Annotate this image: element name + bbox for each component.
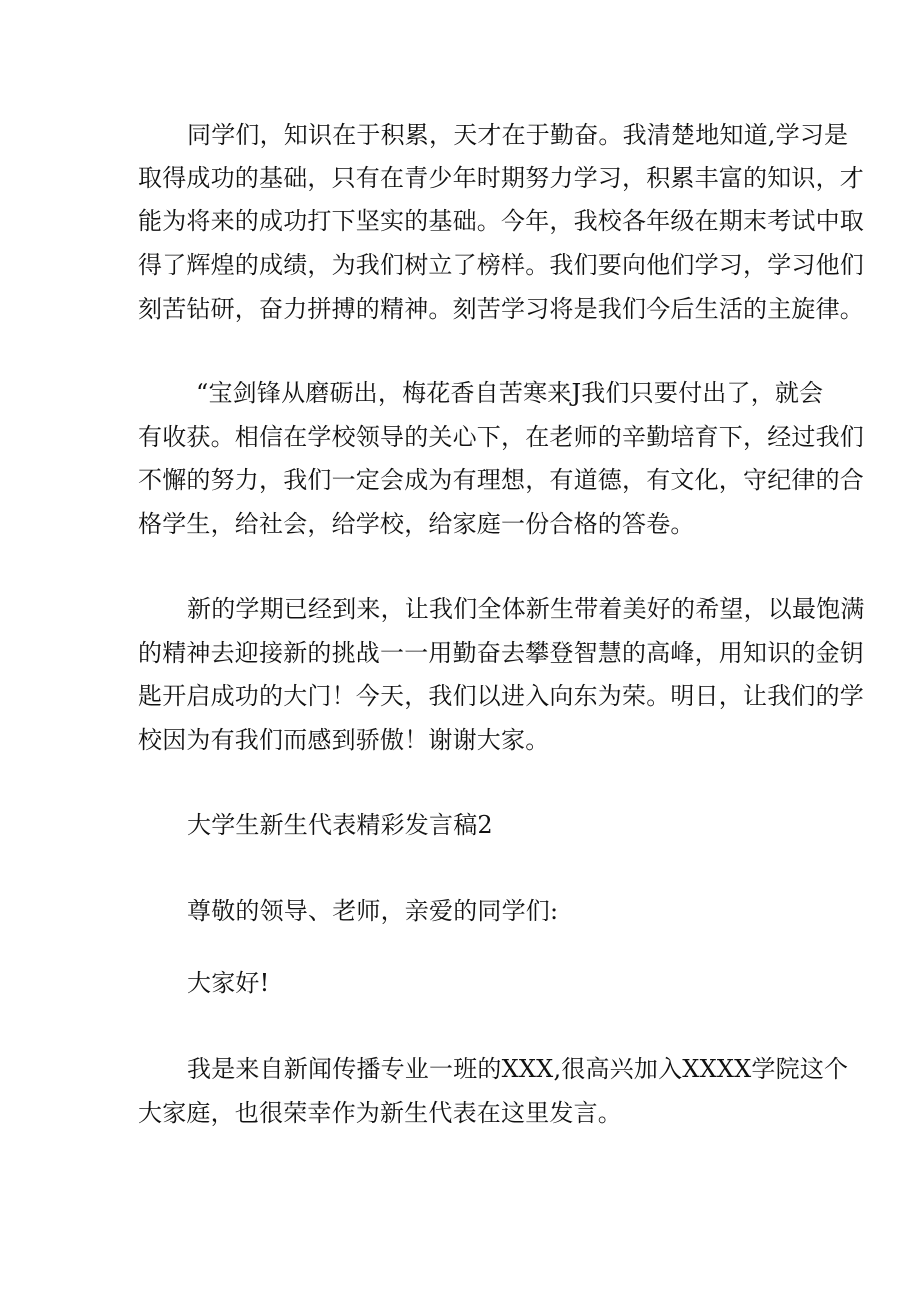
paragraph-1-line-5: 刻苦钻研，奋力拼搏的精神。刻苦学习将是我们今后生活的主旋律。 xyxy=(138,295,864,323)
paragraph-3-line-4: 校因为有我们而感到骄傲！谢谢大家。 xyxy=(138,726,550,754)
paragraph-3-line-3: 匙开启成功的大门！今天，我们以进入向东为荣。明日，让我们的学 xyxy=(138,682,864,710)
paragraph-1-line-3: 能为将来的成功打下坚实的基础。今年，我校各年级在期末考试中取 xyxy=(138,207,864,235)
paragraph-3-line-2: 的精神去迎接新的挑战一一用勤奋去攀登智慧的高峰，用知识的金钥 xyxy=(138,639,864,667)
paragraph-2-line-3: 不懈的努力，我们一定会成为有理想，有道德，有文化，守纪律的合 xyxy=(138,466,864,494)
paragraph-1-line-1: 同学们，知识在于积累，天才在于勤奋。我清楚地知道,学习是 xyxy=(187,121,849,149)
greeting: 大家好! xyxy=(187,969,270,997)
paragraph-4-line-1: 我是来自新闻传播专业一班的XXX,很高兴加入XXXX学院这个 xyxy=(187,1055,849,1083)
paragraph-2-line-1: “宝剑锋从磨砺出，梅花香自苦寒来J我们只要付出了，就会 xyxy=(196,379,824,407)
paragraph-3-line-1: 新的学期已经到来，让我们全体新生带着美好的希望，以最饱满 xyxy=(187,595,865,623)
section-title: 大学生新生代表精彩发言稿2 xyxy=(187,811,493,839)
salutation: 尊敬的领导、老师，亲爱的同学们: xyxy=(187,897,559,925)
paragraph-4-line-2: 大家庭，也很荣幸作为新生代表在这里发言。 xyxy=(138,1099,622,1127)
paragraph-2-line-2: 有收获。相信在学校领导的关心下，在老师的辛勤培育下，经过我们 xyxy=(138,423,864,451)
paragraph-2-line-4: 格学生，给社会，给学校，给家庭一份合格的答卷。 xyxy=(138,510,695,538)
paragraph-1-line-2: 取得成功的基础，只有在青少年时期努力学习，积累丰富的知识，才 xyxy=(138,164,864,192)
paragraph-1-line-4: 得了辉煌的成绩，为我们树立了榜样。我们要向他们学习，学习他们 xyxy=(138,251,864,279)
